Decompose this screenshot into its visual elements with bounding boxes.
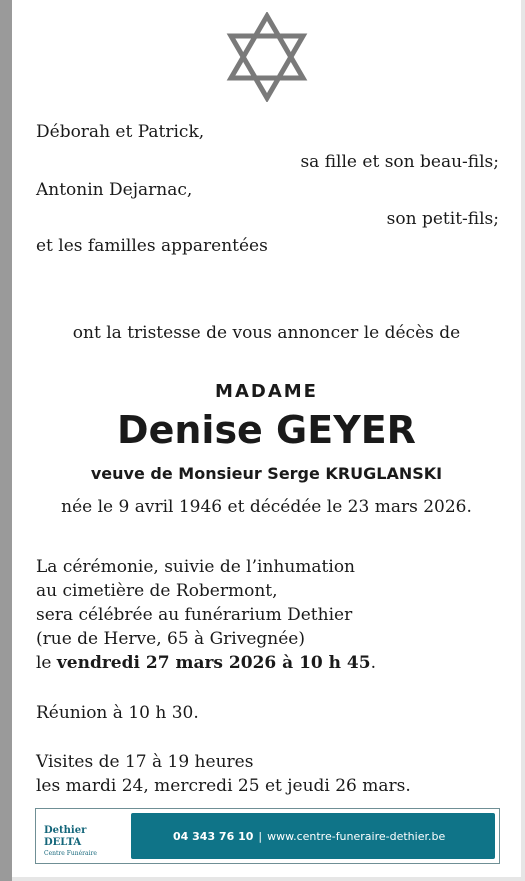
- family-relation-1: sa fille et son beau-fils;: [300, 152, 499, 172]
- deceased-name: Denise GEYER: [117, 408, 416, 452]
- ceremony-line-5: [36, 652, 376, 674]
- visits-line-1: Visites de 17 à 19 heures: [36, 752, 254, 772]
- left-margin-bar: [0, 0, 12, 881]
- right-edge: [521, 0, 525, 881]
- contact-bar[interactable]: [131, 813, 495, 859]
- separator: |: [258, 829, 263, 843]
- family-line-3: et les familles apparentées: [36, 236, 268, 256]
- birth-death-dates: née le 9 avril 1946 et décédée le 23 mars 2026.: [61, 497, 472, 517]
- ceremony-datetime: vendredi 27 mars 2026 à 10 h 45: [56, 653, 371, 673]
- brand-name: Dethier DELTA: [44, 825, 87, 848]
- reunion-time: Réunion à 10 h 30.: [36, 703, 199, 723]
- visits-line-2: les mardi 24, mercredi 25 et jeudi 26 mars.: [36, 776, 411, 796]
- ceremony-suffix: .: [370, 653, 376, 673]
- funeral-home-logo: [44, 825, 124, 858]
- bottom-edge: [12, 877, 525, 881]
- ceremony-line-1: La cérémonie, suivie de l’inhumation: [36, 557, 355, 577]
- ceremony-line-2: au cimetière de Robermont,: [36, 581, 278, 601]
- ceremony-line-3: sera célébrée au funérarium Dethier: [36, 605, 353, 625]
- announcement: ont la tristesse de vous annoncer le décès de: [72, 323, 461, 343]
- family-line-2: Antonin Dejarnac,: [36, 180, 193, 200]
- family-relation-2: son petit-fils;: [386, 209, 499, 229]
- funeral-home-banner[interactable]: [35, 808, 500, 864]
- brand-subtitle: Centre Funéraire: [44, 850, 97, 857]
- star-of-david-icon: [226, 12, 308, 102]
- website-link[interactable]: www.centre-funeraire-dethier.be: [267, 829, 446, 843]
- ceremony-prefix: le: [36, 653, 57, 673]
- widow-of: veuve de Monsieur Serge KRUGLANSKI: [90, 464, 443, 483]
- deceased-title: MADAME: [215, 381, 318, 402]
- phone-number[interactable]: 04 343 76 10: [173, 829, 254, 843]
- family-line-1: Déborah et Patrick,: [36, 122, 205, 142]
- ceremony-line-4: (rue de Herve, 65 à Grivegnée): [36, 629, 305, 649]
